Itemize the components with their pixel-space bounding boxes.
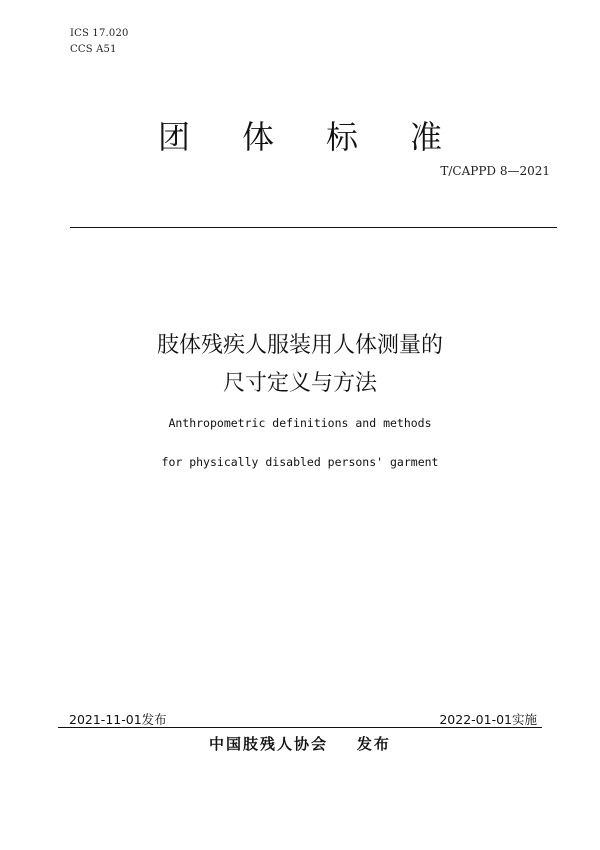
standard-number: T/CAPPD 8—2021 [440, 164, 550, 178]
publish-date: 2021-11-01发布 [69, 712, 167, 727]
title-chinese-line2: 尺寸定义与方法 [222, 371, 377, 396]
ics-code: ICS 17.020 [70, 28, 129, 39]
ccs-code: CCS A51 [70, 44, 117, 55]
standard-type-heading: 团体标准 [157, 118, 494, 156]
title-english-line2: for physically disabled persons' garment [161, 455, 439, 469]
publisher-line: 中国肢残人协会 发布 [209, 735, 391, 753]
header-divider [70, 227, 557, 228]
implement-date: 2022-01-01实施 [439, 712, 537, 727]
footer-divider [58, 727, 542, 728]
title-chinese-line1: 肢体残疾人服装用人体测量的 [156, 333, 443, 358]
title-english-line1: Anthropometric definitions and methods [168, 416, 432, 430]
